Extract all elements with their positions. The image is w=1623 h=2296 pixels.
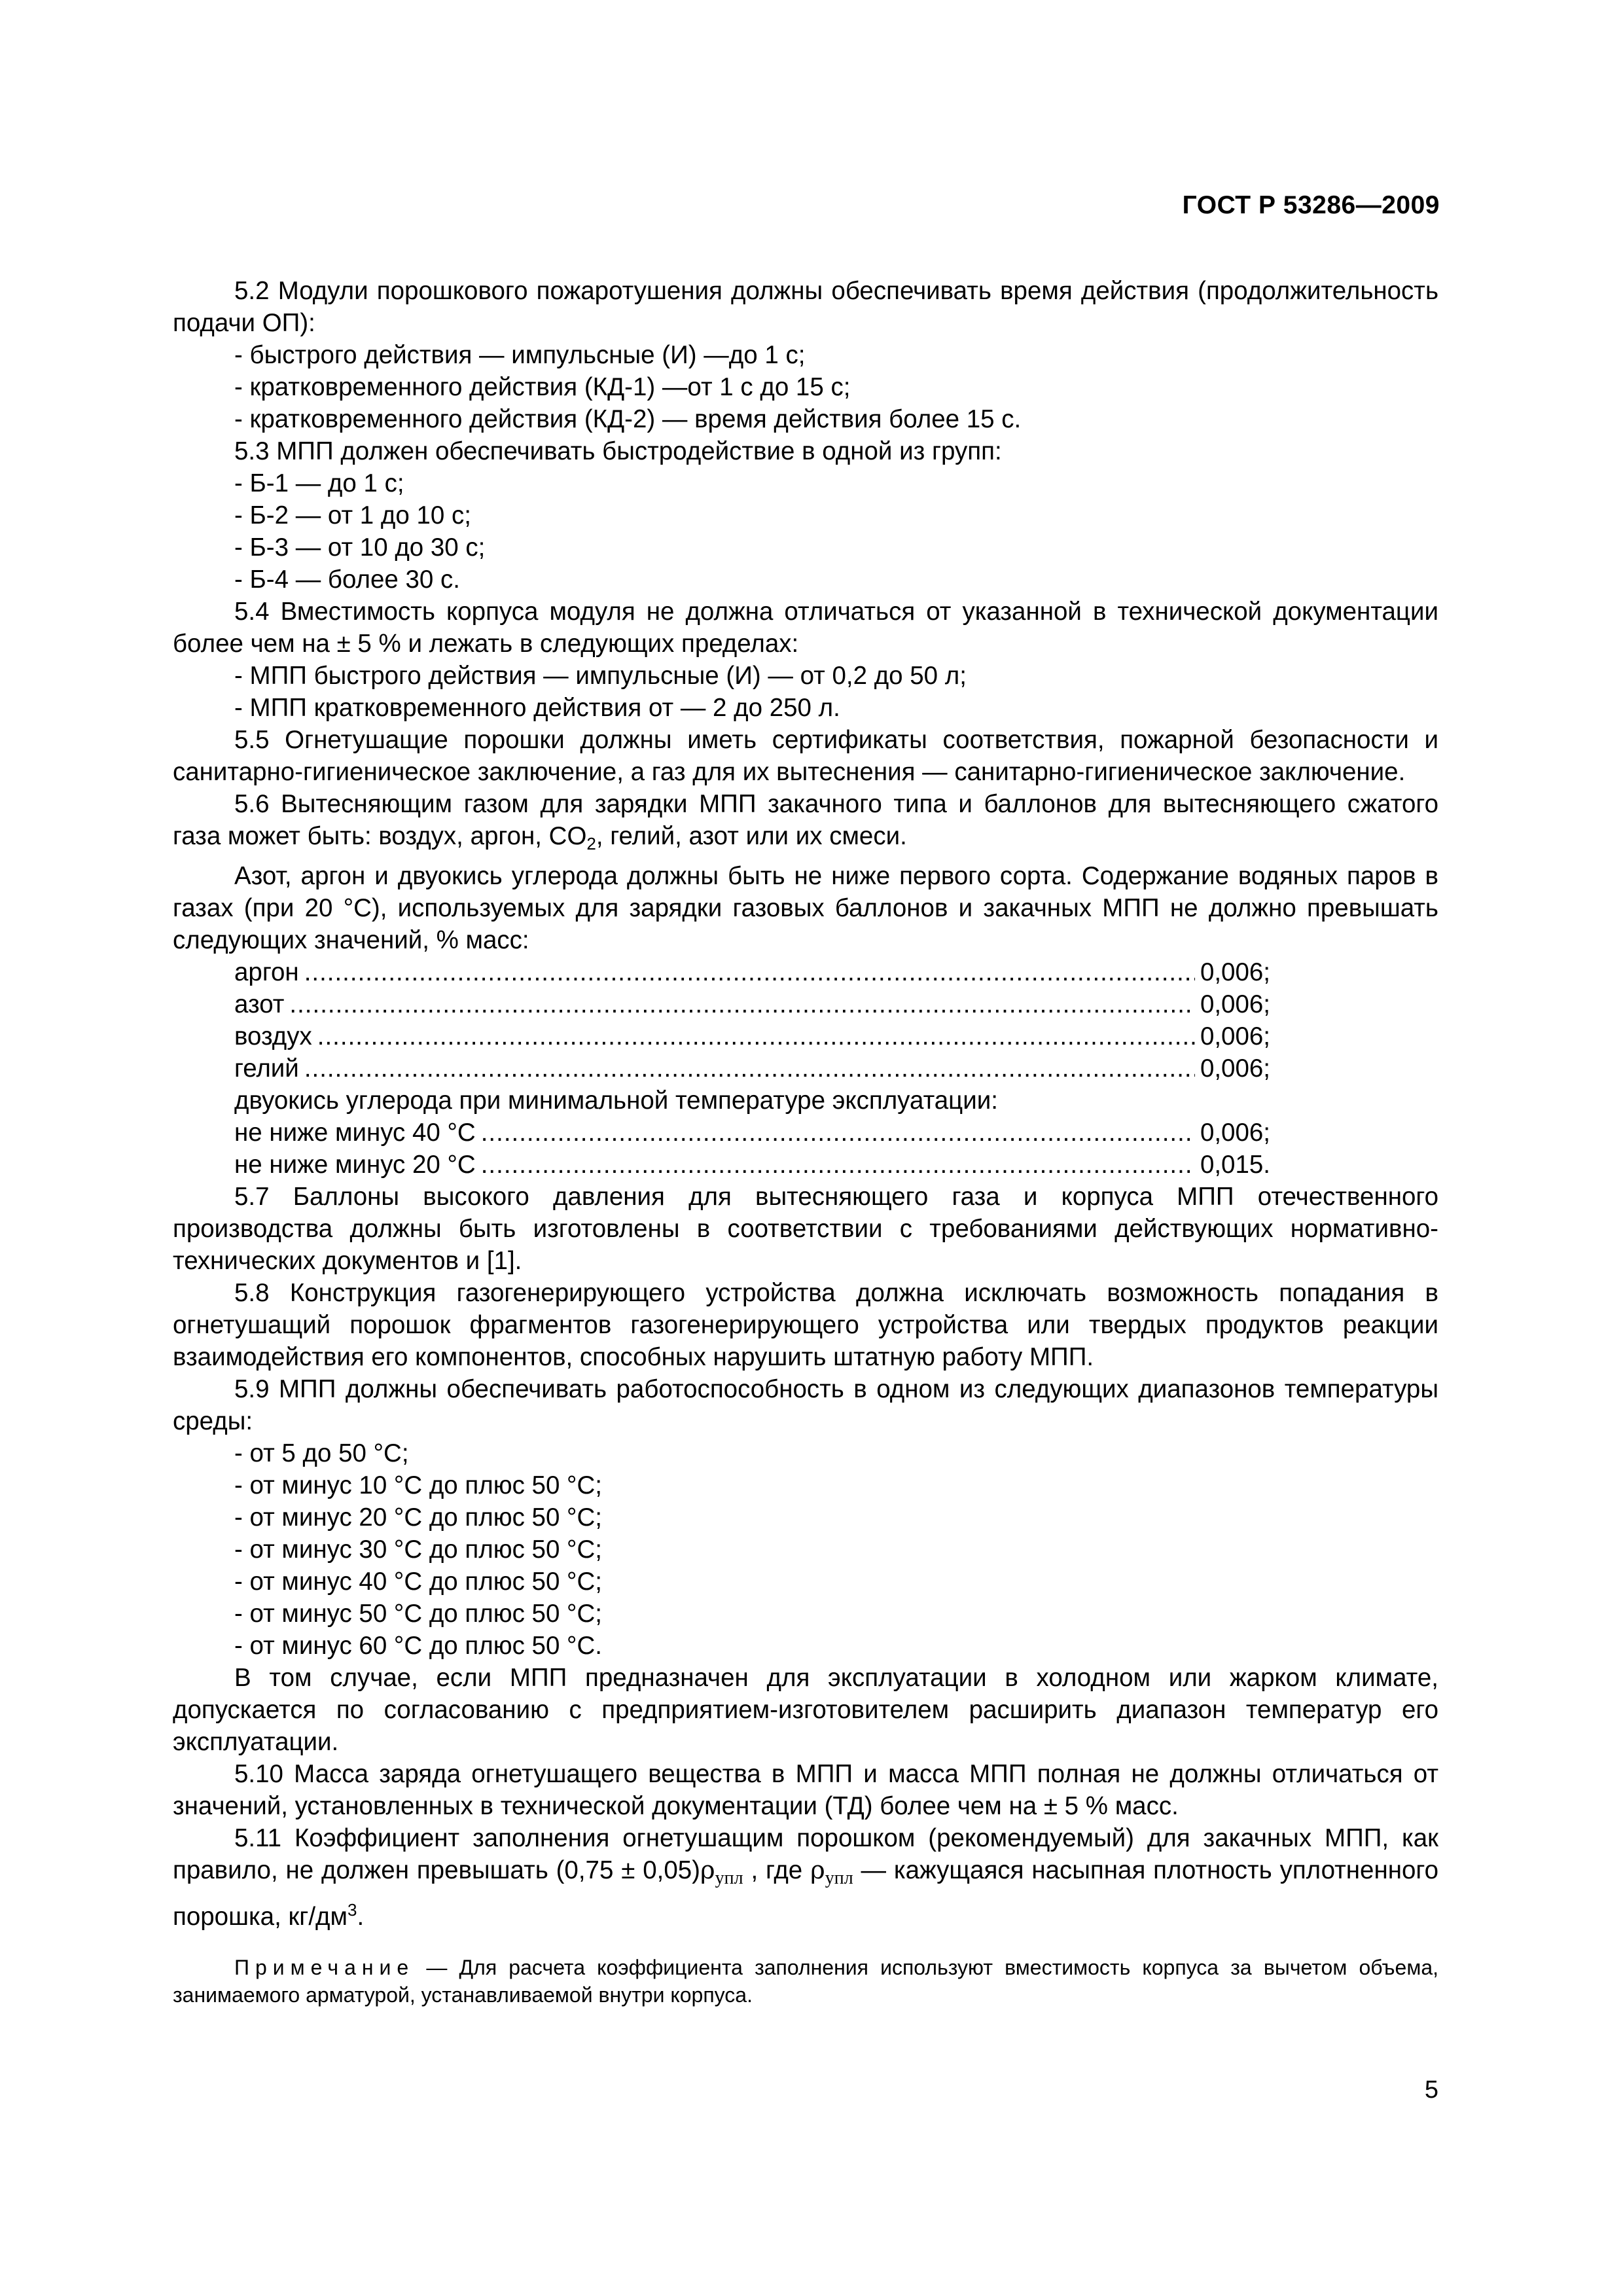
- gas-row-air: воздух ..... 0,006;: [234, 1020, 1270, 1052]
- section-5-6-para-2: Азот, аргон и двуокись углерода должны быть не ниже первого сорта. Содержание водяных паров в газах (при 20 °С), используемых для зарядки газовых баллонов и закачных МПП не должно превышать следующих значений, % масс:: [173, 862, 1438, 954]
- section-5-4: 5.4 Вместимость корпуса модуля не должна отличаться от указанной в технической документации более чем на ± 5 % и лежать в следующих пределах:: [173, 598, 1438, 658]
- list-item: - от минус 60 °С до плюс 50 °С.: [234, 1632, 602, 1660]
- list-item: - кратковременного действия (КД-2) — время действия более 15 с.: [234, 405, 1022, 433]
- section-5-11: 5.11 Коэффициент заполнения огнетушащим порошком (рекомендуемый) для закачных МПП, как правило, не должен превышать $(0,75 \pm 0,05)\rho_{упл}$ , где $\rho_{упл}$ — кажущаяся насыпная плотность уплотненного порошка, $кг/дм^3$.: [173, 1824, 1438, 1931]
- gas-row-helium: гелий ..... 0,006;: [234, 1052, 1270, 1085]
- document-body: [173, 164, 1438, 2009]
- gas-row-nitrogen: азот ..... 0,006;: [234, 988, 1270, 1020]
- co2-row-minus-40: не ниже минус 40 °С ..... 0,006;: [234, 1117, 1270, 1149]
- section-5-8: 5.8 Конструкция газогенерирующего устройства должна исключать возможность попадания в огнетушащий порошок фрагментов газогенерирующего устройства или твердых продуктов реакции взаимодействия его компонентов, способных нарушить штатную работу МПП.: [173, 1279, 1438, 1371]
- note-label: Примечание: [234, 1956, 415, 1979]
- document-code: ГОСТ Р 53286—2009: [1182, 191, 1440, 219]
- gas-row-argon: аргон ..... 0,006;: [234, 956, 1270, 988]
- list-item: - от 5 до 50 °С;: [234, 1439, 409, 1467]
- co2-row-minus-20: не ниже минус 20 °С ..... 0,015.: [234, 1149, 1270, 1181]
- section-5-9: 5.9 МПП должны обеспечивать работоспособность в одном из следующих диапазонов температуры среды:: [173, 1375, 1438, 1435]
- list-item: - от минус 50 °С до плюс 50 °С;: [234, 1600, 602, 1628]
- co2-label: двуокись углерода при минимальной температуре эксплуатации:: [234, 1086, 998, 1115]
- list-item: - от минус 30 °С до плюс 50 °С;: [234, 1535, 602, 1564]
- section-5-5: 5.5 Огнетушащие порошки должны иметь сертификаты соответствия, пожарной безопасности и санитарно-гигиеническое заключение, а газ для их вытеснения — санитарно-гигиеническое заключение.: [173, 726, 1438, 786]
- section-5-7: 5.7 Баллоны высокого давления для вытесняющего газа и корпуса МПП отечественного производства должны быть изготовлены в соответствии с требованиями действующих нормативно-технических документов и [1].: [173, 1183, 1438, 1275]
- list-item: - от минус 40 °С до плюс 50 °С;: [234, 1568, 602, 1596]
- list-item: - быстрого действия — импульсные (И) —до 1 с;: [234, 341, 806, 369]
- section-5-6: 5.6 Вытесняющим газом для зарядки МПП закачного типа и баллонов для вытесняющего сжатого газа может быть: воздух, аргон, $CO_2$, гелий, азот или их смеси.: [173, 790, 1438, 853]
- list-item: - от минус 10 °С до плюс 50 °С;: [234, 1471, 602, 1499]
- list-item: - Б-4 — более 30 с.: [234, 565, 460, 594]
- list-item: - Б-2 — от 1 до 10 с;: [234, 501, 471, 529]
- note: Примечание — Для расчета коэффициента заполнения используют вместимость корпуса за вычетом объема, занимаемого арматурой, устанавливаемой внутри корпуса.: [173, 1956, 1438, 2007]
- section-5-3: 5.3 МПП должен обеспечивать быстродействие в одной из групп:: [234, 437, 1002, 465]
- list-item: - Б-3 — от 10 до 30 с;: [234, 533, 486, 562]
- list-item: - кратковременного действия (КД-1) —от 1 с до 15 с;: [234, 373, 851, 401]
- section-5-10: 5.10 Масса заряда огнетушащего вещества в МПП и масса МПП полная не должны отличаться от значений, установленных в технической документации (ТД) более чем на ± 5 % масс.: [173, 1760, 1438, 1820]
- list-item: - от минус 20 °С до плюс 50 °С;: [234, 1503, 602, 1532]
- list-item: - МПП быстрого действия — импульсные (И) — от 0,2 до 50 л;: [234, 662, 967, 690]
- page-number: 5: [1424, 2076, 1438, 2104]
- list-item: - Б-1 — до 1 с;: [234, 469, 404, 497]
- section-5-9-para-2: В том случае, если МПП предназначен для эксплуатации в холодном или жарком климате, допускается по согласованию с предприятием-изготовителем расширить диапазон температур его эксплуатации.: [173, 1664, 1438, 1756]
- list-item: - МПП кратковременного действия от — 2 до 250 л.: [234, 694, 840, 722]
- section-5-2: 5.2 Модули порошкового пожаротушения должны обеспечивать время действия (продолжительность подачи ОП):: [173, 277, 1438, 337]
